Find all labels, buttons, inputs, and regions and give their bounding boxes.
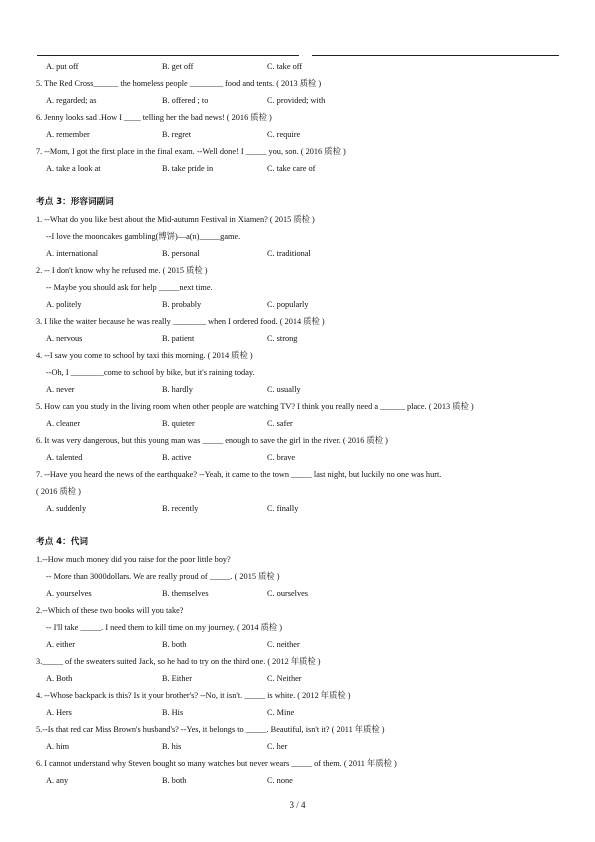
option-c: C. require: [267, 130, 301, 139]
option-c: C. usually: [267, 385, 301, 394]
option-a: A. Hers: [46, 708, 72, 717]
option-c: C. none: [267, 776, 293, 785]
option-b: B. probably: [162, 300, 202, 309]
question-text: 3._____ of the sweaters suited Jack, so he had to try on the third one. ( 2012 年质检 ): [36, 657, 321, 666]
option-a: A. suddenly: [46, 504, 87, 513]
option-c: C. take care of: [267, 164, 316, 173]
option-a: A. take a look at: [46, 164, 101, 173]
option-c: C. popularly: [267, 300, 309, 309]
option-b: B. recently: [162, 504, 199, 513]
option-b: B. get off: [162, 62, 194, 71]
option-b: B. patient: [162, 334, 195, 343]
option-c: C. provided; with: [267, 96, 326, 105]
option-b: B. His: [162, 708, 184, 717]
option-a: A. never: [46, 385, 75, 394]
question-text: 5. The Red Cross______ the homeless people ________ food and tents. ( 2013 质检 ): [36, 79, 322, 88]
question-text: 5. How can you study in the living room when other people are watching TV? I think you really need a ______ place. ( 2013 质检 ): [36, 402, 474, 411]
question-text: 4. --I saw you come to school by taxi this morning. ( 2014 质检 ): [36, 351, 253, 360]
option-a: A. politely: [46, 300, 82, 309]
option-b: B. personal: [162, 249, 200, 258]
option-c: C. her: [267, 742, 288, 751]
question-text: 6. I cannot understand why Steven bought so many watches but never wears _____ of them. ( 2011 年质检 ): [36, 759, 397, 768]
option-a: A. international: [46, 249, 99, 258]
option-b: B. hardly: [162, 385, 193, 394]
option-a: A. remember: [46, 130, 90, 139]
question-text: 6. It was very dangerous, but this young man was _____ enough to save the girl in the river. ( 2016 质检 ): [36, 436, 388, 445]
option-c: C. ourselves: [267, 589, 309, 598]
option-c: C. safer: [267, 419, 293, 428]
option-c: C. traditional: [267, 249, 311, 258]
option-c: C. Mine: [267, 708, 295, 717]
question-text: 7. --Mom, I got the first place in the final exam. --Well done! I _____ you, son. ( 2016 质检 ): [36, 147, 346, 156]
section-title: 考点 4：代词: [36, 537, 88, 547]
option-b: B. his: [162, 742, 182, 751]
option-b: B. Either: [162, 674, 192, 683]
question-continuation: -- Maybe you should ask for help _____next time.: [46, 283, 213, 292]
question-text: 2.--Which of these two books will you take?: [36, 606, 184, 615]
option-b: B. both: [162, 776, 187, 785]
question-text: 4. --Whose backpack is this? Is it your brother's? --No, it isn't. _____ is white. ( 2012 年质检 ): [36, 691, 351, 700]
question-continuation: -- More than 3000dollars. We are really proud of _____. ( 2015 质检 ): [46, 572, 280, 581]
question-continuation: -- I'll take _____. I need them to kill time on my journey. ( 2014 质检 ): [46, 623, 282, 632]
option-a: A. cleaner: [46, 419, 81, 428]
header-rule-right: [312, 55, 559, 56]
option-a: A. put off: [46, 62, 79, 71]
question-text: 5.--Is that red car Miss Brown's husband's? --Yes, it belongs to _____. Beautiful, isn't it? ( 2011 年质检 ): [36, 725, 385, 734]
question-text: 7. --Have you heard the news of the earthquake? --Yeah, it came to the town _____ last night, but luckily no one was hurt.: [36, 470, 442, 479]
option-c: C. take off: [267, 62, 303, 71]
question-text: 6. Jenny looks sad .How I ____ telling her the bad news! ( 2016 质检 ): [36, 113, 272, 122]
page-number: 3 / 4: [289, 800, 306, 810]
option-b: B. active: [162, 453, 192, 462]
option-c: C. finally: [267, 504, 299, 513]
option-a: A. Both: [46, 674, 73, 683]
question-text: 1.--How much money did you raise for the poor little boy?: [36, 555, 231, 564]
option-c: C. Neither: [267, 674, 302, 683]
option-b: B. offered ; to: [162, 96, 209, 105]
option-b: B. both: [162, 640, 187, 649]
option-a: A. talented: [46, 453, 83, 462]
option-c: C. strong: [267, 334, 298, 343]
option-a: A. yourselves: [46, 589, 92, 598]
option-a: A. nervous: [46, 334, 83, 343]
header-rule-left: [37, 55, 299, 56]
option-c: C. neither: [267, 640, 300, 649]
question-text: 1. --What do you like best about the Mid-autumn Festival in Xiamen? ( 2015 质检 ): [36, 215, 315, 224]
option-a: A. either: [46, 640, 76, 649]
option-a: A. him: [46, 742, 70, 751]
option-a: A. regarded; as: [46, 96, 97, 105]
question-text: ( 2016 质检 ): [36, 487, 81, 496]
option-a: A. any: [46, 776, 69, 785]
question-text: 2. -- I don't know why he refused me. ( 2015 质检 ): [36, 266, 208, 275]
question-continuation: --I love the mooncakes gambling(博饼)—a(n)_____game.: [46, 232, 241, 241]
option-b: B. quieter: [162, 419, 195, 428]
option-b: B. themselves: [162, 589, 209, 598]
option-b: B. regret: [162, 130, 192, 139]
option-c: C. brave: [267, 453, 296, 462]
question-continuation: --Oh, I ________come to school by bike, but it's raining today.: [46, 368, 255, 377]
question-text: 3. I like the waiter because he was really ________ when I ordered food. ( 2014 质检 ): [36, 317, 325, 326]
option-b: B. take pride in: [162, 164, 214, 173]
section-title: 考点 3：形容词副词: [36, 197, 114, 207]
